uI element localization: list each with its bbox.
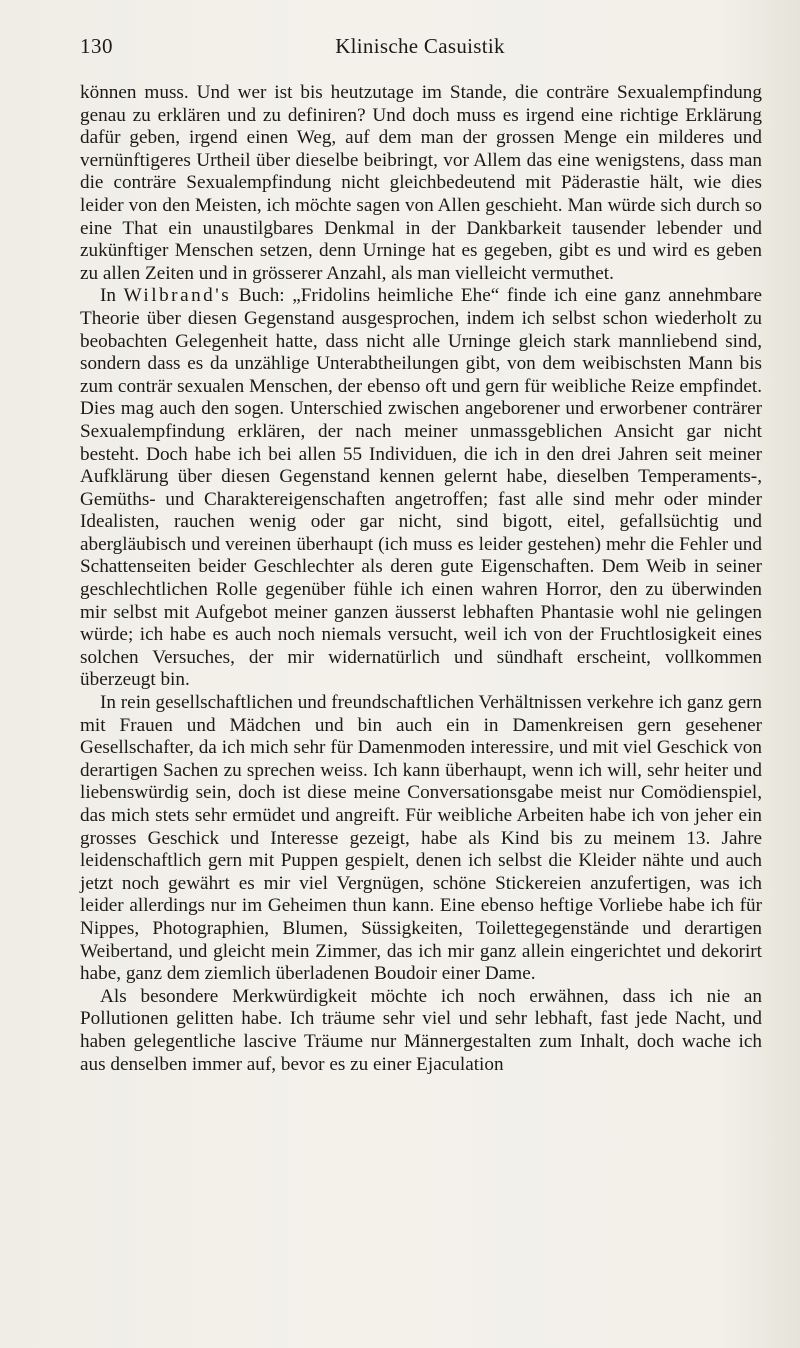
paragraph-3: In rein gesellschaftlichen und freundschaftlichen Verhältnissen verkehre ich ganz gern mit Frauen und Mädchen und bin auch ein in Damenkreisen gern gesehener Gesellschafter, da ich mich sehr für Damenmoden interessire, und mit viel Geschick von derartigen Sachen zu sprechen weiss. Ich kann überhaupt, wenn ich will, sehr heiter und liebenswürdig sein, doch ist diese meine Conversationsgabe meist nur Comödienspiel, das mich stets sehr ermüdet und angreift. Für weibliche Arbeiten habe ich von jeher ein grosses Geschick und Interesse gezeigt, habe als Kind bis zu meinem 13. Jahre leidenschaftlich gern mit Puppen gespielt, denen ich selbst die Kleider nähte und auch jetzt noch gewährt es mir viel Vergnügen, schöne Stickereien anzufertigen, was ich leider allerdings nur im Geheimen thun kann. Eine ebenso heftige Vorliebe habe ich für Nippes, Photographien, Blumen, Süssigkeiten, Toilettegegenstände und derartigen Weibertand, und gleicht mein Zimmer, das ich mir ganz allein eingerichtet und dekorirt habe, ganz dem ziemlich überladenen Boudoir einer Dame. <box>80 692 762 985</box>
paragraph-1: können muss. Und wer ist bis heutzutage im Stande, die conträre Sexualempfindung genau zu erklären und zu definiren? Und doch muss es irgend eine richtige Erklärung dafür geben, irgend einen Weg, auf dem man der grossen Menge ein milderes und vernünftigeres Urtheil über dieselbe beibringt, vor Allem das eine wenigstens, dass man die conträre Sexualempfindung nicht gleichbedeutend mit Päderastie hält, wie dies leider von den Meisten, ich möchte sagen von Allen geschieht. Man würde sich durch so eine That ein unaustilgbares Denkmal in der Dankbarkeit tausender lebender und zukünftiger Menschen setzen, denn Urninge hat es gegeben, gibt es und wird es geben zu allen Zeiten und in grösserer Anzahl, als man vielleicht vermuthet. <box>80 82 762 284</box>
paragraph-2-prefix: In <box>100 285 116 307</box>
body-text <box>80 82 762 1076</box>
page-number: 130 <box>80 34 113 58</box>
page-header <box>80 34 760 64</box>
running-title: Klinische Casuistik <box>335 34 505 58</box>
paragraph-4: Als besondere Merkwürdigkeit möchte ich noch erwähnen, dass ich nie an Pollutionen gelitten habe. Ich träume sehr viel und sehr lebhaft, fast jede Nacht, und haben gelegentliche lascive Träume nur Männergestalten zum Inhalt, doch wache ich aus denselben immer auf, bevor es zu einer Ejaculation <box>80 985 762 1075</box>
paragraph-2-text: Buch: „Fridolins heimliche Ehe“ finde ich eine ganz annehmbare Theorie über diesen Gegenstand ausgesprochen, indem ich selbst schon wiederholt zu beobachten Gelegenheit hatte, dass nicht alle Urninge gleich stark mannliebend sind, sondern dass es da unzählige Unterabtheilungen gibt, von dem weibischsten Mann bis zum conträr sexualen Menschen, der ebenso oft und gern für weibliche Reize empfindet. Dies mag auch den sogen. Unterschied zwischen angeborener und erworbener conträrer Sexualempfindung erklären, der nach meiner unmassgeblichen Ansicht gar nicht besteht. Doch habe ich bei allen 55 Individuen, die ich in den drei Jahren seit meiner Aufklärung über diesen Gegenstand kennen gelernt habe, dieselben Temperaments-, Gemüths- und Charaktereigenschaften angetroffen; fast alle sind mehr oder minder Idealisten, rauchen wenig oder gar nicht, sind bigott, eitel, gefallsüchtig und abergläubisch und vereinen überhaupt (ich muss es leider gestehen) mehr die Fehler und Schattenseiten beider Geschlechter als deren gute Eigenschaften. Dem Weib in seiner geschlechtlichen Rolle gegenüber fühle ich einen wahren Horror, den zu überwinden mir selbst mit Aufgebot meiner ganzen äusserst lebhaften Phantasie wohl nie gelingen würde; ich habe es auch noch niemals versucht, weil ich von der Fruchtlosigkeit eines solchen Versuches, der mir widernatürlich und sündhaft erscheint, vollkommen überzeugt bin. <box>80 285 762 691</box>
paragraph-2 <box>80 285 762 692</box>
author-name-spaced: Wilbrand's <box>123 285 232 307</box>
